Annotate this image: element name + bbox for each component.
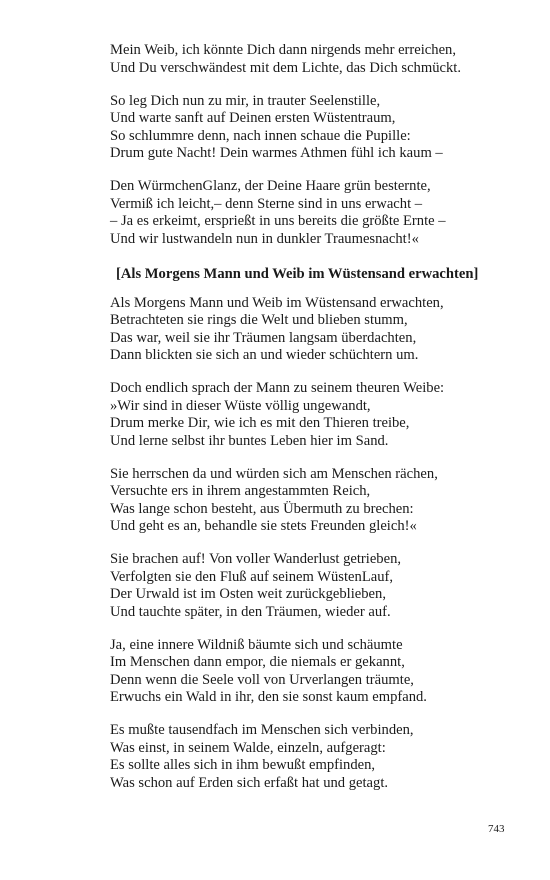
verse-line: So leg Dich nun zu mir, in trauter Seelenstille, bbox=[110, 92, 381, 109]
verse-line: Denn wenn die Seele voll von Urverlangen träumte, bbox=[110, 671, 414, 688]
verse-line: Vermiß ich leicht,– denn Sterne sind in uns erwacht – bbox=[110, 195, 423, 212]
verse-line: Was einst, in seinem Walde, einzeln, aufgeragt: bbox=[110, 739, 386, 756]
poem-body bbox=[110, 295, 510, 793]
verse-line: Doch endlich sprach der Mann zu seinem theuren Weibe: bbox=[110, 380, 445, 396]
stanza bbox=[110, 295, 510, 365]
verse-line: Den WürmchenGlanz, der Deine Haare grün besternte, bbox=[110, 178, 431, 194]
verse-line: Das war, weil sie ihr Träumen langsam überdachten, bbox=[110, 329, 417, 346]
verse-line: Sie herrschen da und würden sich am Menschen rächen, bbox=[110, 465, 438, 482]
stanza bbox=[110, 380, 510, 450]
stanza bbox=[110, 42, 510, 77]
verse-line: Dann blickten sie sich an und wieder schüchtern um. bbox=[110, 347, 419, 363]
verse-line: Und tauchte später, in den Träumen, wieder auf. bbox=[110, 603, 391, 620]
verse-line: Und wir lustwandeln nun in dunkler Traumesnacht!« bbox=[110, 230, 419, 247]
stanza bbox=[110, 93, 510, 163]
verse-line: Und lerne selbst ihr buntes Leben hier im Sand. bbox=[110, 432, 389, 449]
verse-line: Drum gute Nacht! Dein warmes Athmen fühl ich kaum – bbox=[110, 145, 443, 161]
verse-line: Betrachteten sie rings die Welt und blieben stumm, bbox=[110, 312, 408, 328]
verse-line: So schlummre denn, nach innen schaue die Pupille: bbox=[110, 127, 411, 144]
verse-line: Mein Weib, ich könnte Dich dann nirgends mehr erreichen, bbox=[110, 42, 457, 58]
page-body bbox=[110, 42, 510, 808]
verse-line: Was lange schon besteht, aus Übermuth zu brechen: bbox=[110, 500, 414, 517]
verse-line: – Ja es erkeimt, ersprießt in uns bereits die größte Ernte – bbox=[110, 213, 446, 229]
verse-line: Drum merke Dir, wie ich es mit den Thieren treibe, bbox=[110, 415, 410, 431]
verse-line: Als Morgens Mann und Weib im Wüstensand erwachten, bbox=[110, 294, 444, 311]
verse-line: Es mußte tausendfach im Menschen sich verbinden, bbox=[110, 722, 414, 738]
verse-line: Sie brachen auf! Von voller Wanderlust getrieben, bbox=[110, 551, 402, 567]
verse-line: Und warte sanft auf Deinen ersten Wüstentraum, bbox=[110, 110, 396, 126]
verse-line: Ja, eine innere Wildniß bäumte sich und schäumte bbox=[110, 636, 403, 653]
stanza bbox=[110, 637, 510, 707]
verse-line: Versuchte ers in ihrem angestammten Reich, bbox=[110, 483, 371, 499]
verse-line: Es sollte alles sich in ihm bewußt empfinden, bbox=[110, 757, 376, 773]
stanza bbox=[110, 178, 510, 248]
verse-line: Im Menschen dann empor, die niemals er gekannt, bbox=[110, 654, 405, 670]
verse-line: Und geht es an, behandle sie stets Freunden gleich!« bbox=[110, 518, 417, 534]
poem-heading: [Als Morgens Mann und Weib im Wüstensand erwachten] bbox=[116, 266, 479, 282]
poem-continued bbox=[110, 42, 510, 248]
stanza bbox=[110, 722, 510, 792]
stanza bbox=[110, 551, 510, 621]
page-number: 743 bbox=[488, 823, 505, 835]
verse-line: »Wir sind in dieser Wüste völlig ungewandt, bbox=[110, 397, 371, 414]
verse-line: Was schon auf Erden sich erfaßt hat und getagt. bbox=[110, 774, 389, 791]
verse-line: Der Urwald ist im Osten weit zurückgeblieben, bbox=[110, 586, 386, 602]
verse-line: Und Du verschwändest mit dem Lichte, das Dich schmückt. bbox=[110, 59, 461, 76]
stanza bbox=[110, 466, 510, 536]
verse-line: Erwuchs ein Wald in ihr, den sie sonst kaum empfand. bbox=[110, 689, 427, 705]
verse-line: Verfolgten sie den Fluß auf seinem WüstenLauf, bbox=[110, 568, 394, 585]
